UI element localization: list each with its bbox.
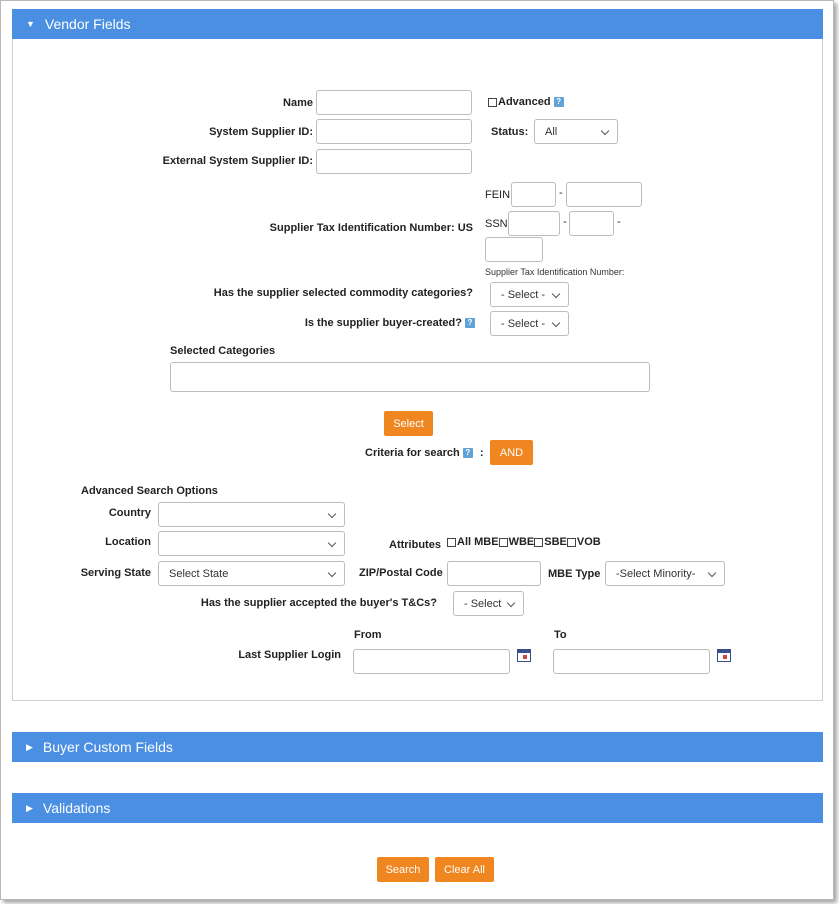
ssn-label: SSN: [485, 218, 508, 230]
chevron-down-icon: [552, 319, 560, 327]
search-button[interactable]: Search: [377, 857, 429, 882]
wbe-checkbox[interactable]: [499, 538, 508, 547]
ssn-part3-input[interactable]: [485, 237, 543, 262]
vob-checkbox[interactable]: [567, 538, 576, 547]
advanced-checkbox-group[interactable]: [488, 96, 564, 108]
all-mbe-checkbox[interactable]: [447, 538, 456, 547]
fein-dash: -: [559, 187, 563, 199]
to-label: To: [554, 629, 567, 641]
mbe-type-label: MBE Type: [548, 568, 601, 580]
last-login-label: Last Supplier Login: [238, 649, 341, 661]
commodity-select[interactable]: [490, 282, 569, 307]
name-input[interactable]: [316, 90, 472, 115]
commodity-question: Has the supplier selected commodity categories?: [213, 287, 473, 299]
chevron-down-icon: [601, 127, 609, 135]
advanced-search-heading: Advanced Search Options: [81, 485, 218, 497]
external-system-supplier-id-label: External System Supplier ID:: [162, 155, 313, 167]
fein-part1-input[interactable]: [511, 182, 556, 207]
status-value: All: [545, 125, 558, 138]
attributes-label: Attributes: [389, 539, 441, 551]
tax-id-hint: Supplier Tax Identification Number:: [485, 267, 625, 277]
chevron-down-icon: [507, 599, 515, 607]
external-system-supplier-id-input[interactable]: [316, 149, 472, 174]
system-supplier-id-label: System Supplier ID:: [209, 126, 313, 138]
tcs-value: - Select: [464, 597, 502, 610]
ssn-part1-input[interactable]: [508, 211, 560, 236]
chevron-down-icon: [328, 539, 336, 547]
buyer-created-question-group: [201, 317, 475, 329]
zip-input[interactable]: [447, 561, 541, 586]
system-supplier-id-input[interactable]: [316, 119, 472, 144]
clear-all-button[interactable]: Clear All: [435, 857, 494, 882]
serving-state-select[interactable]: [158, 561, 345, 586]
buyer-created-value: - Select -: [501, 317, 546, 330]
country-select[interactable]: [158, 502, 345, 527]
tax-id-label: Supplier Tax Identification Number: US: [269, 222, 473, 234]
vendor-fields-header[interactable]: [12, 9, 823, 39]
calendar-icon[interactable]: [517, 649, 531, 662]
last-login-from-input[interactable]: [353, 649, 510, 674]
criteria-colon: :: [479, 447, 484, 459]
buyer-created-question: Is the supplier buyer-created?: [304, 317, 462, 329]
attributes-checkboxes: [447, 536, 601, 548]
buyer-custom-fields-title: Buyer Custom Fields: [42, 739, 173, 755]
from-label: From: [354, 629, 382, 641]
mbe-type-value: -Select Minority-: [616, 567, 696, 580]
fein-label: FEIN: [485, 189, 511, 201]
buyer-created-select[interactable]: [490, 311, 569, 336]
zip-label: ZIP/Postal Code: [359, 567, 443, 579]
location-select[interactable]: [158, 531, 345, 556]
attribute-all-mbe: All MBE: [457, 536, 499, 548]
attribute-sbe: SBE: [544, 536, 567, 548]
serving-state-label: Serving State: [80, 567, 151, 579]
help-icon[interactable]: ?: [463, 448, 473, 458]
help-icon[interactable]: ?: [554, 97, 564, 107]
chevron-down-icon: [328, 510, 336, 518]
chevron-down-icon: [552, 290, 560, 298]
caret-down-icon: ▼: [26, 18, 35, 29]
validations-title: Validations: [42, 800, 111, 816]
commodity-value: - Select -: [501, 288, 546, 301]
tcs-question: Has the supplier accepted the buyer's T&Cs?: [200, 597, 437, 609]
selected-categories-label: Selected Categories: [170, 345, 276, 357]
criteria-label-group: [365, 447, 484, 459]
help-icon[interactable]: ?: [465, 318, 475, 328]
selected-categories-box[interactable]: [170, 362, 650, 392]
ssn-dash-2: -: [617, 216, 621, 228]
tcs-select[interactable]: [453, 591, 524, 616]
calendar-icon[interactable]: [717, 649, 731, 662]
name-label: Name: [283, 97, 313, 109]
country-label: Country: [108, 507, 151, 519]
advanced-checkbox[interactable]: [488, 98, 497, 107]
select-categories-button[interactable]: Select: [384, 411, 433, 436]
chevron-down-icon: [328, 569, 336, 577]
criteria-label: Criteria for search: [365, 447, 460, 459]
fein-part2-input[interactable]: [566, 182, 642, 207]
attribute-wbe: WBE: [508, 536, 535, 548]
caret-right-icon: ▶: [26, 802, 33, 813]
ssn-part2-input[interactable]: [569, 211, 614, 236]
serving-state-value: Select State: [169, 567, 229, 580]
chevron-down-icon: [708, 569, 716, 577]
validations-header[interactable]: [12, 793, 823, 823]
vendor-fields-title: Vendor Fields: [44, 16, 131, 32]
advanced-label: Advanced: [498, 96, 551, 108]
caret-right-icon: ▶: [26, 741, 33, 752]
attribute-vob: VOB: [576, 536, 601, 548]
location-label: Location: [105, 536, 151, 548]
ssn-dash-1: -: [563, 216, 567, 228]
sbe-checkbox[interactable]: [534, 538, 543, 547]
last-login-to-input[interactable]: [553, 649, 710, 674]
buyer-custom-fields-header[interactable]: [12, 732, 823, 762]
and-button[interactable]: AND: [490, 440, 533, 465]
mbe-type-select[interactable]: [605, 561, 725, 586]
status-label: Status:: [491, 126, 529, 138]
status-select[interactable]: [534, 119, 618, 144]
